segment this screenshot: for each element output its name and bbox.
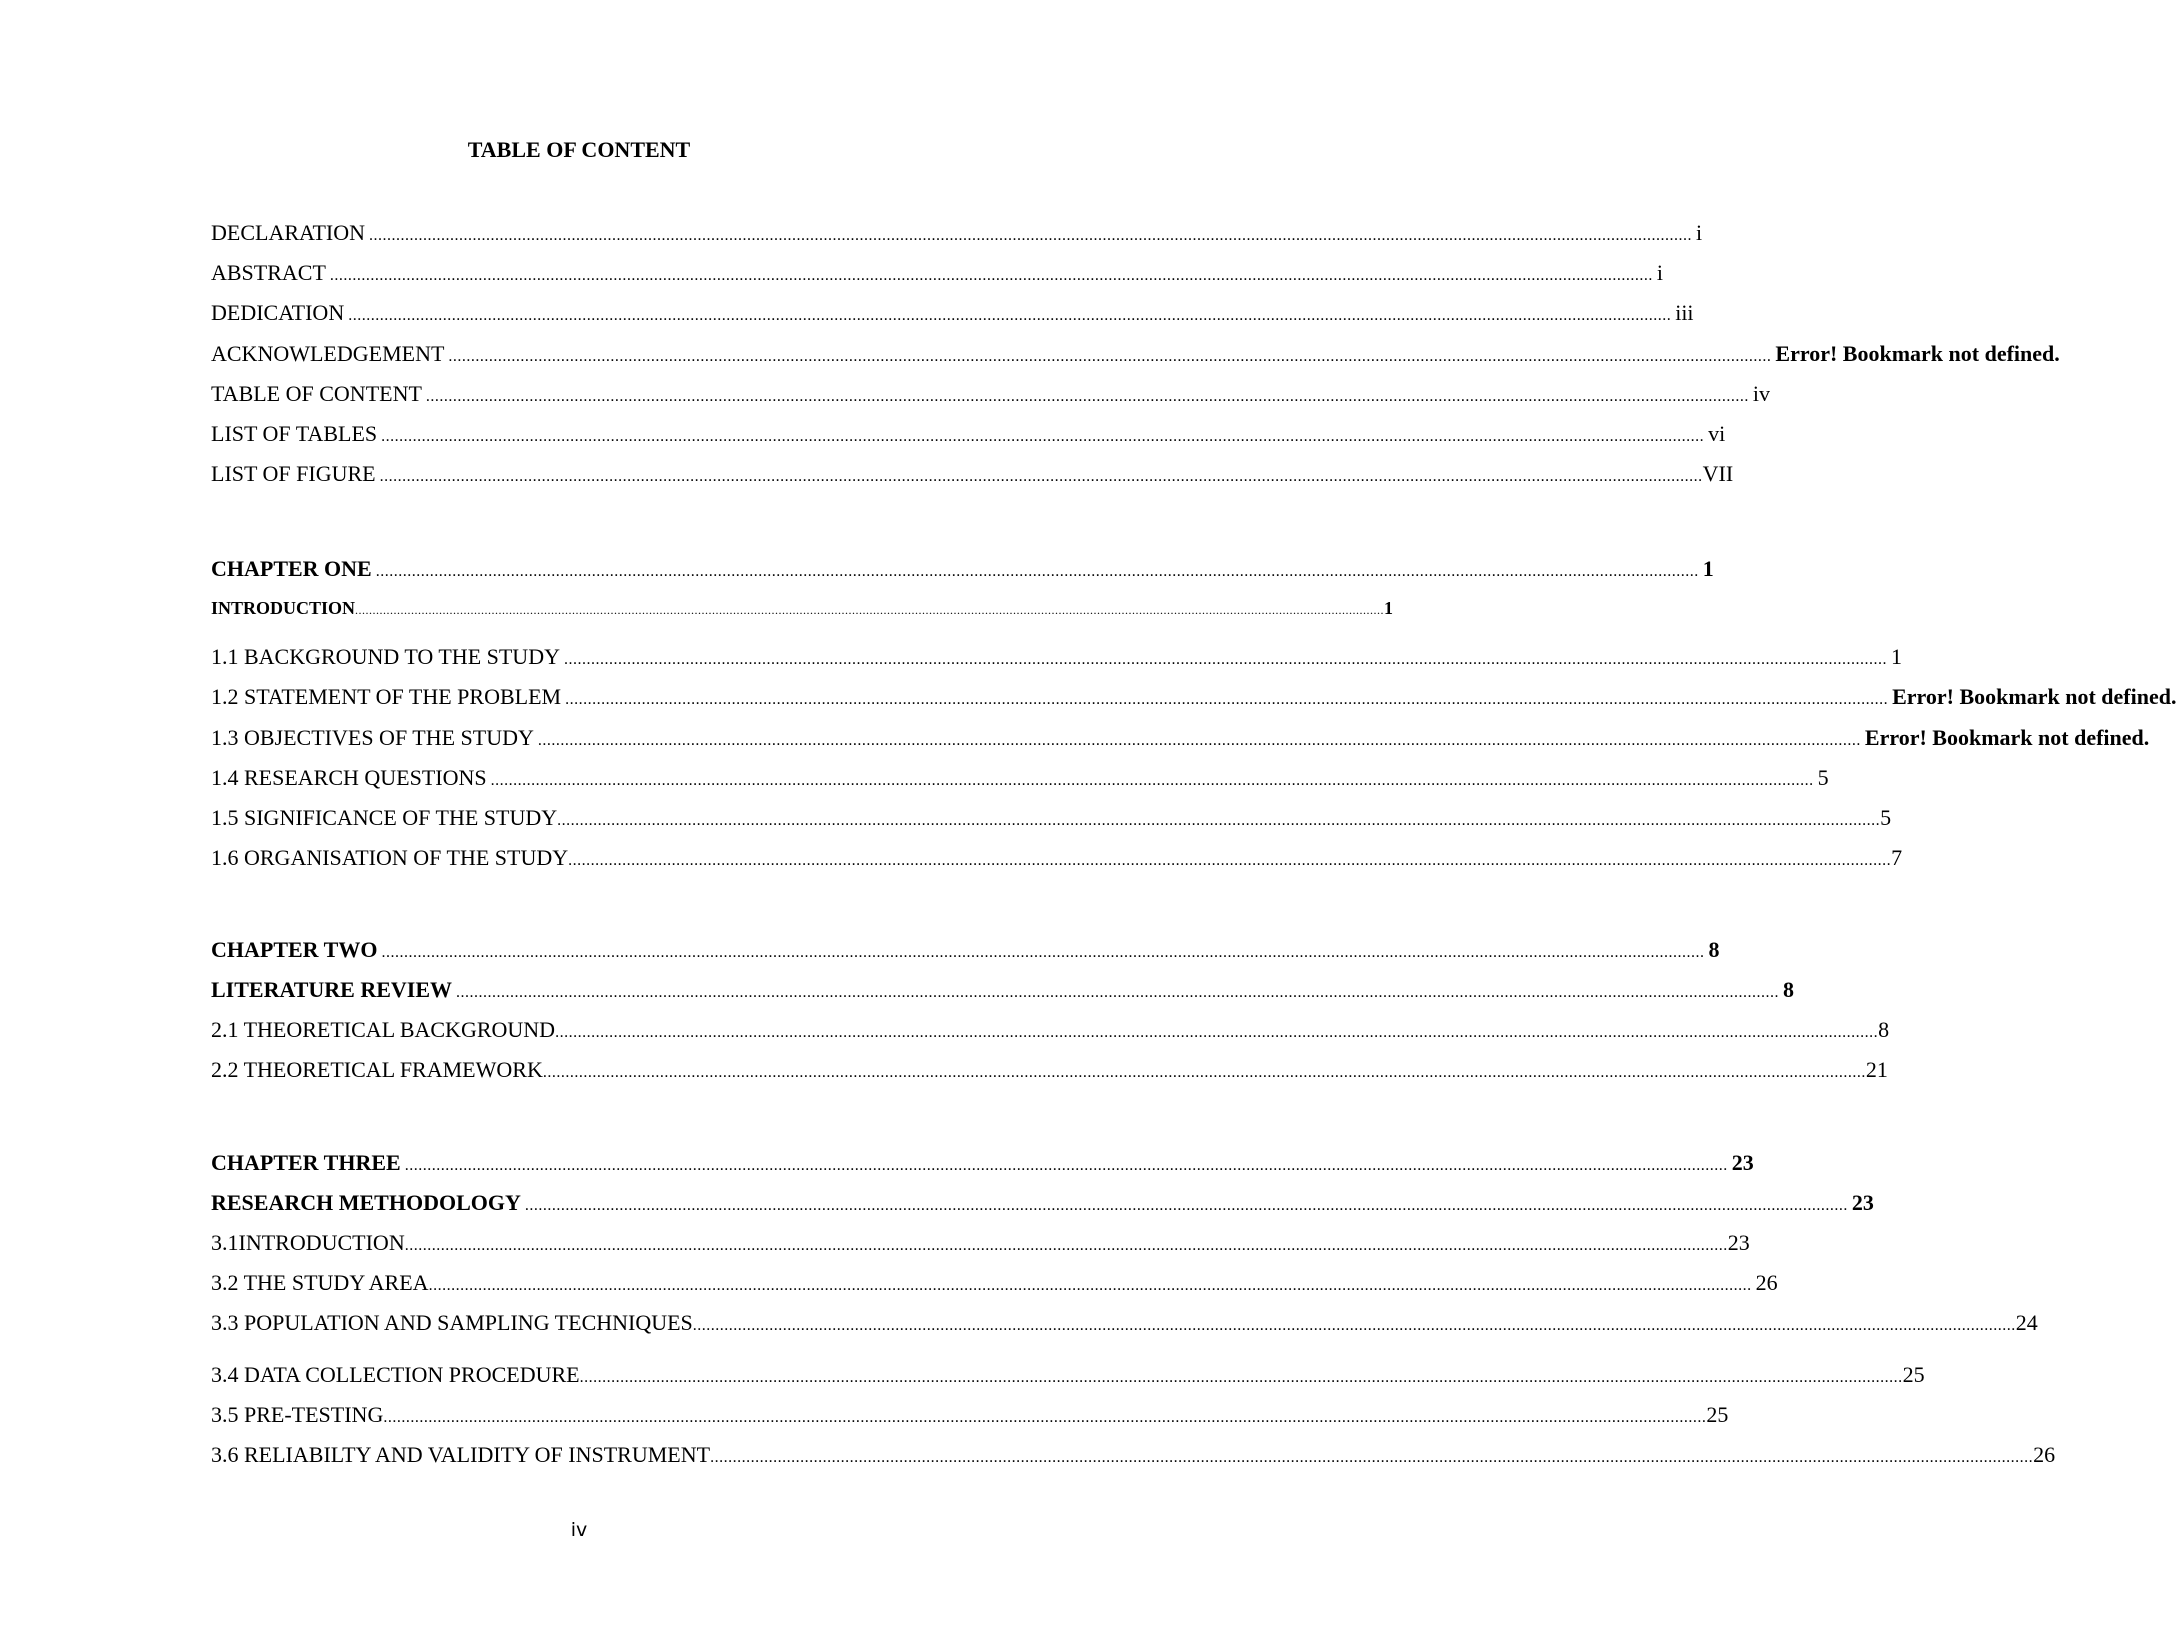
toc-entry-page: iii (1675, 300, 1694, 325)
toc-entry-page: 7 (1891, 845, 1903, 870)
toc-entry-text: 3.5 PRE-TESTING (211, 1402, 384, 1427)
toc-entry-page: 21 (1865, 1057, 1888, 1082)
toc-entry-3-1 (211, 1229, 1750, 1260)
toc-leader: ...................................................................................................................................................................................................................................................................................................... (404, 1237, 1728, 1254)
toc-leader: ...................................................................................................................................................................................................................................................................................................... (448, 348, 1772, 365)
toc-leader: ...................................................................................................................................................................................................................................................................................................... (428, 1277, 1752, 1294)
page-title: TABLE OF CONTENT (467, 137, 691, 162)
toc-leader: ...................................................................................................................................................................................................................................................................................................... (456, 984, 1780, 1001)
toc-leader: ...................................................................................................................................................................................................................................................................................................... (381, 428, 1705, 445)
toc-entry-page: 1 (1702, 556, 1714, 581)
toc-entry-abstract (211, 259, 1664, 290)
toc-leader: ...................................................................................................................................................................................................................................................................................................... (355, 603, 1385, 617)
toc-entry-page: 5 (1880, 805, 1892, 830)
toc-entry-text: DEDICATION (211, 300, 345, 325)
toc-entry-text: 3.4 DATA COLLECTION PROCEDURE (211, 1362, 580, 1387)
toc-leader: ...................................................................................................................................................................................................................................................................................................... (565, 691, 1889, 708)
toc-entry-text: LIST OF TABLES (211, 421, 378, 446)
toc-entry-page: vi (1708, 421, 1726, 446)
toc-entry-introduction (211, 594, 1394, 624)
toc-entry-2-2 (211, 1056, 1888, 1087)
toc-entry-page: i (1656, 260, 1664, 285)
toc-leader: ...................................................................................................................................................................................................................................................................................................... (381, 944, 1705, 961)
toc-entry-3-2 (211, 1269, 1778, 1300)
toc-entry-text: ACKNOWLEDGEMENT (211, 341, 445, 366)
toc-entry-page: 5 (1817, 765, 1829, 790)
toc-entry-list-of-tables (211, 420, 1726, 451)
toc-entry-table-of-content (211, 380, 1771, 411)
toc-entry-page: VII (1702, 461, 1734, 486)
toc-entry-3-6 (211, 1441, 2056, 1472)
toc-entry-chapter-one (211, 555, 1714, 586)
toc-leader: ...................................................................................................................................................................................................................................................................................................... (555, 1024, 1879, 1041)
toc-entry-text: 3.6 RELIABILTY AND VALIDITY OF INSTRUMENT (211, 1442, 711, 1467)
toc-leader: ...................................................................................................................................................................................................................................................................................................... (524, 1197, 1848, 1214)
toc-entry-3-3 (211, 1309, 2038, 1340)
toc-entry-page: i (1696, 220, 1703, 245)
toc-entry-text: 1.3 OBJECTIVES OF THE STUDY (211, 725, 534, 750)
toc-entry-page: 23 (1727, 1230, 1750, 1255)
toc-entry-page: 1 (1890, 644, 1902, 669)
toc-entry-1-1 (211, 643, 1902, 674)
toc-entry-page-error: Error! Bookmark not defined. (1892, 684, 2176, 709)
toc-entry-text: RESEARCH METHODOLOGY (211, 1190, 521, 1215)
toc-entry-acknowledgement (211, 340, 2060, 371)
toc-entry-3-4 (211, 1361, 1925, 1392)
toc-entry-1-4 (211, 764, 1829, 795)
toc-entry-page: iv (1752, 381, 1771, 406)
toc-entry-page: 25 (1902, 1362, 1925, 1387)
toc-leader: ...................................................................................................................................................................................................................................................................................................... (563, 651, 1887, 668)
toc-entry-3-5 (211, 1401, 1729, 1432)
toc-leader: ...................................................................................................................................................................................................................................................................................................... (404, 1157, 1728, 1174)
toc-entry-1-5 (211, 804, 1892, 835)
toc-entry-text: 1.4 RESEARCH QUESTIONS (211, 765, 487, 790)
toc-entry-page: 8 (1878, 1017, 1890, 1042)
toc-leader: ...................................................................................................................................................................................................................................................................................................... (379, 468, 1703, 485)
toc-entry-text: 3.2 THE STUDY AREA (211, 1270, 429, 1295)
toc-entry-page: 23 (1851, 1190, 1874, 1215)
toc-entry-page: 25 (1706, 1402, 1729, 1427)
toc-leader: ...................................................................................................................................................................................................................................................................................................... (383, 1409, 1707, 1426)
toc-entry-page: 1 (1384, 598, 1394, 618)
toc-leader: ...................................................................................................................................................................................................................................................................................................... (710, 1449, 2034, 1466)
toc-entry-page: 23 (1731, 1150, 1754, 1175)
toc-leader: ...................................................................................................................................................................................................................................................................................................... (329, 267, 1653, 284)
toc-entry-text: TABLE OF CONTENT (211, 381, 422, 406)
page-number: iv (570, 1519, 588, 1541)
toc-leader: ...................................................................................................................................................................................................................................................................................................... (568, 852, 1892, 869)
toc-leader: ...................................................................................................................................................................................................................................................................................................... (579, 1369, 1903, 1386)
toc-leader: ...................................................................................................................................................................................................................................................................................................... (542, 1064, 1866, 1081)
toc-entry-1-3 (211, 724, 2150, 755)
toc-entry-1-6 (211, 844, 1903, 875)
toc-entry-text: DECLARATION (211, 220, 365, 245)
toc-entry-text: 1.1 BACKGROUND TO THE STUDY (211, 644, 560, 669)
toc-leader: ...................................................................................................................................................................................................................................................................................................... (348, 307, 1672, 324)
toc-entry-page-error: Error! Bookmark not defined. (1775, 341, 2060, 366)
toc-entry-2-1 (211, 1016, 1890, 1047)
toc-entry-page: 24 (2015, 1310, 2038, 1335)
toc-leader: ...................................................................................................................................................................................................................................................................................................... (692, 1317, 2016, 1334)
toc-entry-chapter-three (211, 1149, 1754, 1180)
toc-entry-text: 2.2 THEORETICAL FRAMEWORK (211, 1057, 543, 1082)
toc-entry-literature-review (211, 976, 1795, 1007)
toc-leader: ...................................................................................................................................................................................................................................................................................................... (375, 563, 1699, 580)
toc-entry-page: 8 (1783, 977, 1795, 1002)
toc-entry-text: ABSTRACT (211, 260, 326, 285)
toc-entry-text: INTRODUCTION (211, 598, 356, 618)
toc-entry-text: 1.2 STATEMENT OF THE PROBLEM (211, 684, 562, 709)
toc-entry-text: LIST OF FIGURE (211, 461, 376, 486)
toc-entry-text: CHAPTER THREE (211, 1150, 401, 1175)
toc-entry-research-methodology (211, 1189, 1874, 1220)
toc-entry-text: 2.1 THEORETICAL BACKGROUND (211, 1017, 556, 1042)
toc-entry-page: 26 (2033, 1442, 2056, 1467)
toc-entry-list-of-figure (211, 460, 1734, 491)
toc-entry-dedication (211, 299, 1694, 330)
toc-entry-page: 26 (1755, 1270, 1778, 1295)
toc-entry-text: 1.5 SIGNIFICANCE OF THE STUDY (211, 805, 558, 830)
toc-entry-page: 8 (1708, 937, 1720, 962)
toc-leader: ...................................................................................................................................................................................................................................................................................................... (425, 388, 1749, 405)
toc-entry-text: 3.1INTRODUCTION (211, 1230, 405, 1255)
toc-entry-text: CHAPTER ONE (211, 556, 372, 581)
toc-entry-text: 1.6 ORGANISATION OF THE STUDY (211, 845, 569, 870)
toc-entry-1-2 (211, 683, 2176, 714)
toc-entry-declaration (211, 219, 1703, 250)
toc-leader: ...................................................................................................................................................................................................................................................................................................... (537, 732, 1861, 749)
toc-entry-chapter-two (211, 936, 1720, 967)
toc-leader: ...................................................................................................................................................................................................................................................................................................... (490, 772, 1814, 789)
toc-entry-text: 3.3 POPULATION AND SAMPLING TECHNIQUES (211, 1310, 693, 1335)
toc-entry-text: CHAPTER TWO (211, 937, 378, 962)
toc-leader: ...................................................................................................................................................................................................................................................................................................... (369, 227, 1692, 244)
toc-entry-text: LITERATURE REVIEW (211, 977, 453, 1002)
toc-leader: ...................................................................................................................................................................................................................................................................................................... (557, 812, 1881, 829)
toc-entry-page-error: Error! Bookmark not defined. (1864, 725, 2150, 750)
